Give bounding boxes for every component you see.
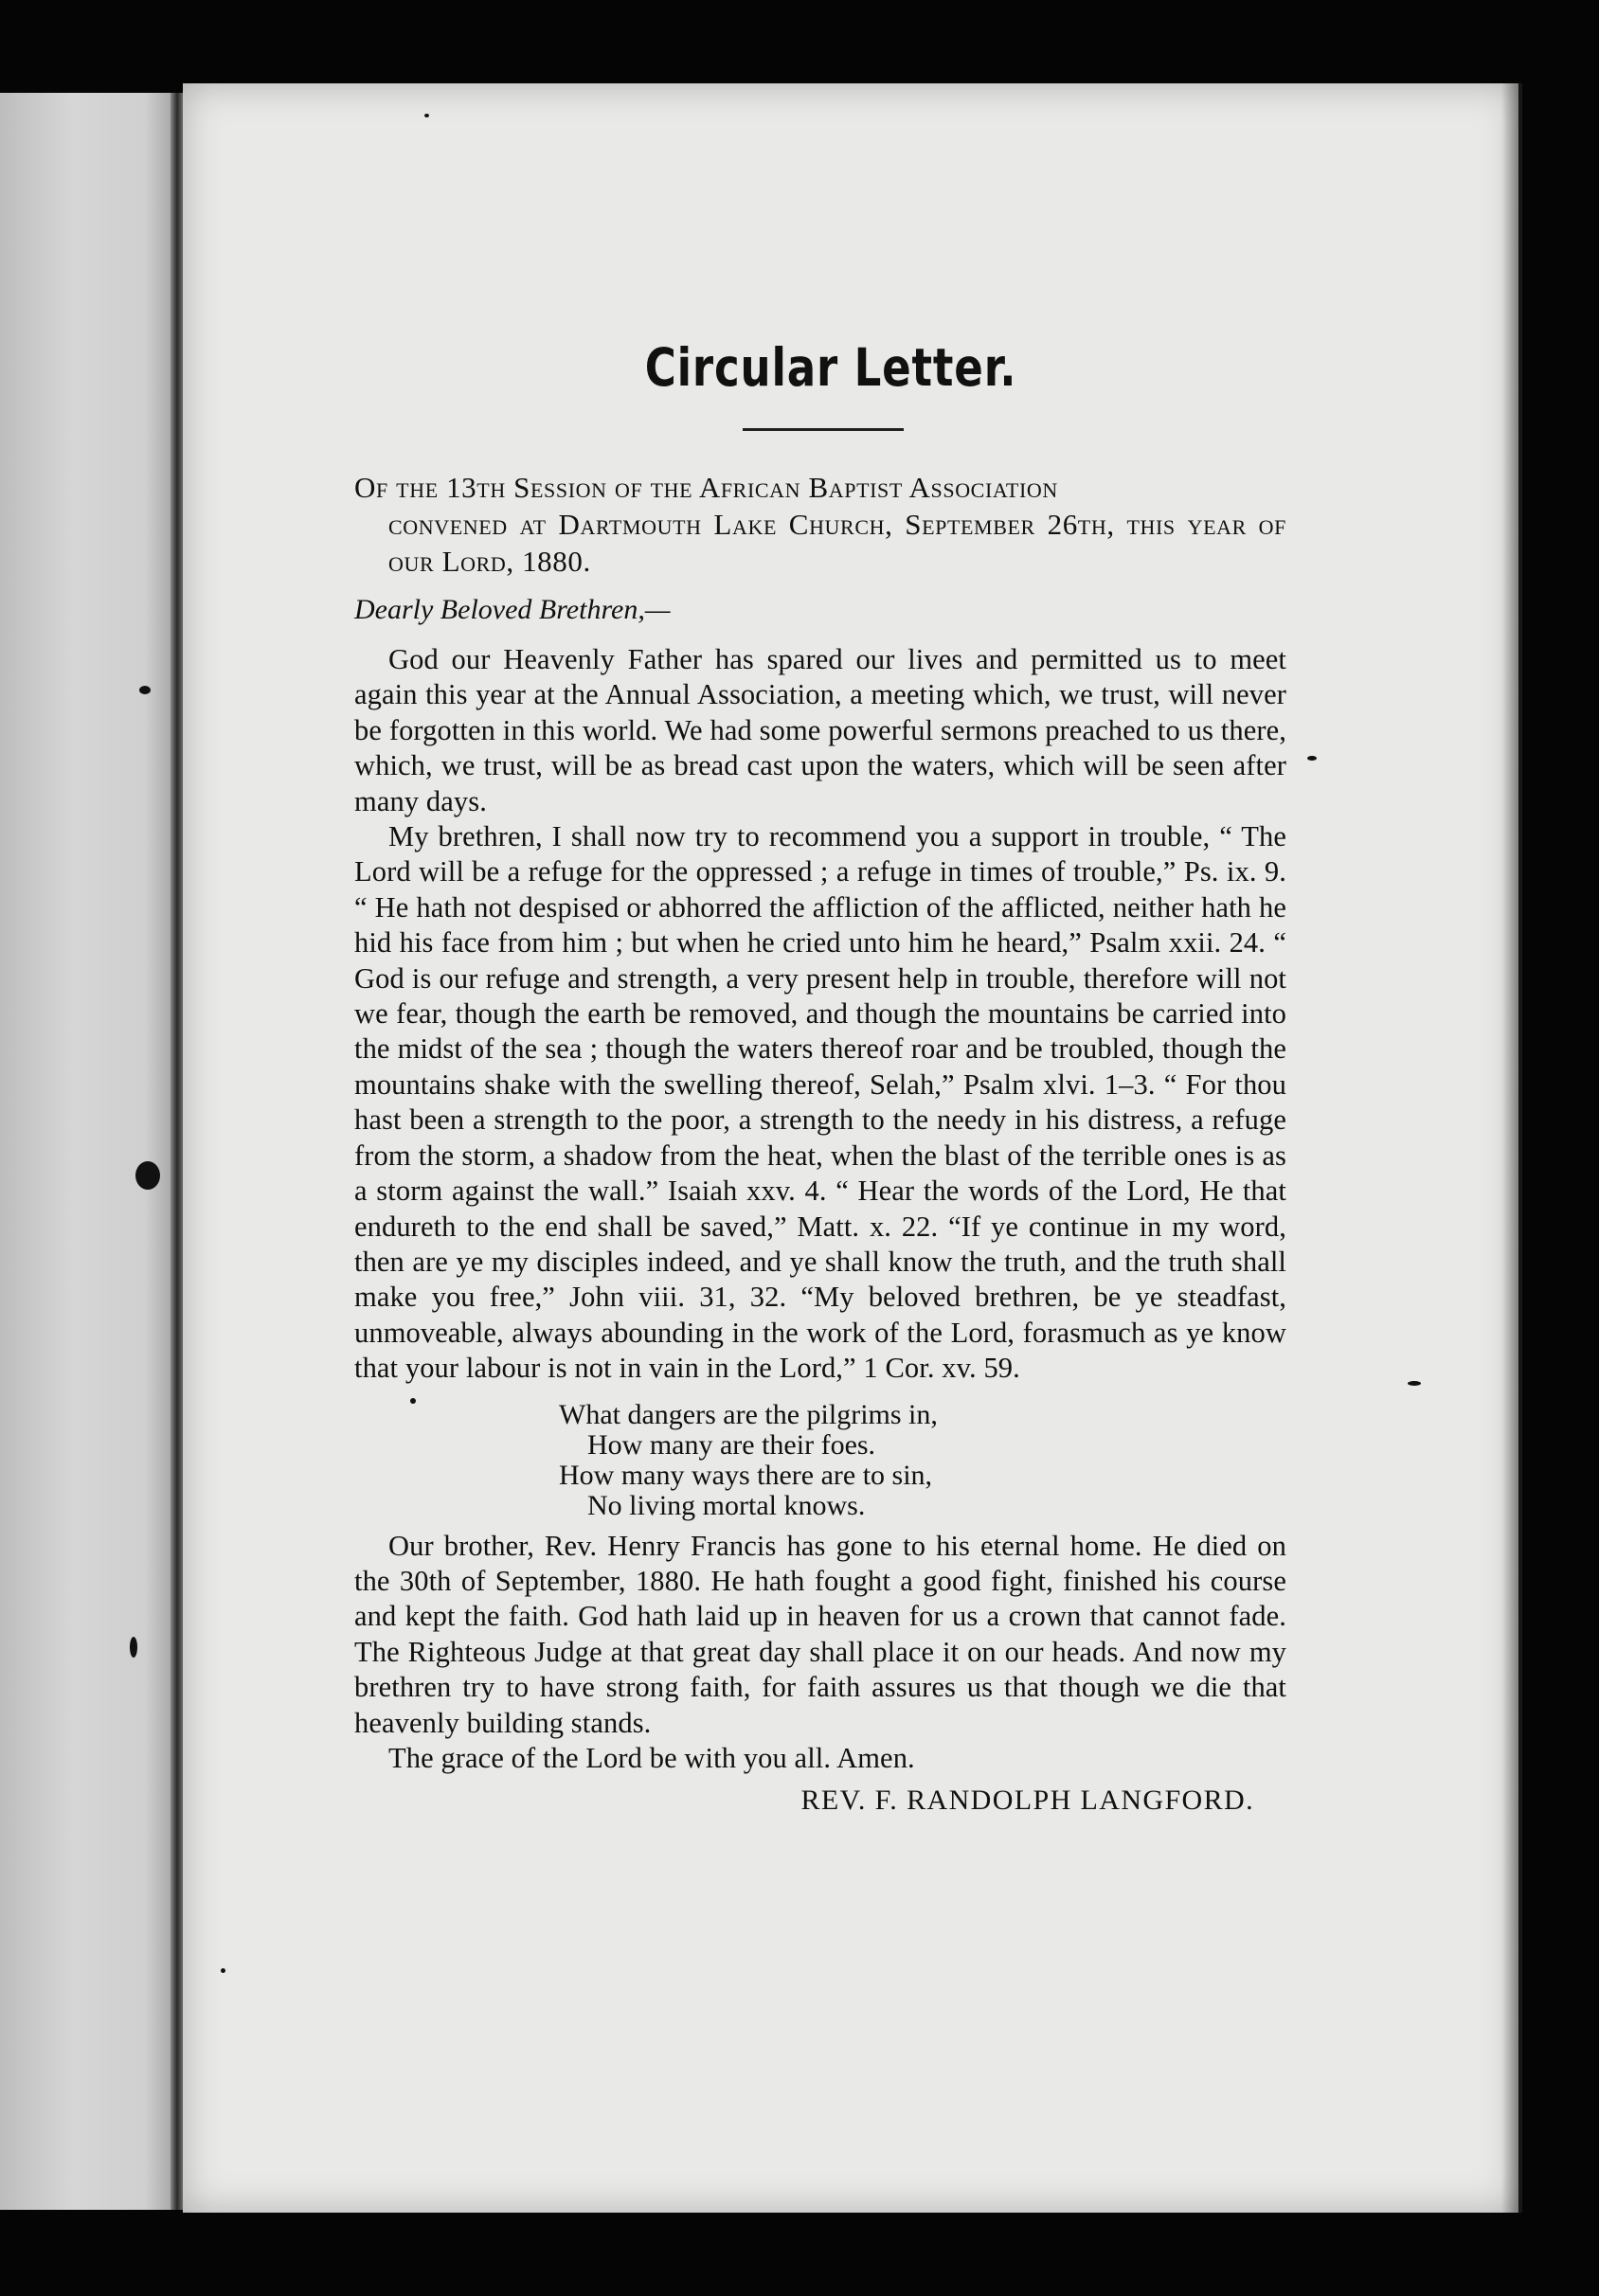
ink-speck — [135, 1161, 160, 1190]
ink-speck — [1408, 1381, 1421, 1386]
verse-line: How many are their foes. — [587, 1428, 876, 1461]
facing-page-edge — [0, 93, 182, 2210]
verse-line: No living mortal knows. — [587, 1489, 866, 1521]
title-rule — [743, 428, 904, 431]
heading-line-rest: convened at Dartmouth Lake Church, September 26th, this year of our Lord, 1880. — [388, 508, 1286, 578]
session-heading — [354, 469, 1286, 580]
ink-speck — [130, 1637, 137, 1658]
paragraph: My brethren, I shall now try to recommend you a support in trouble, “ The Lord will be a refuge for the oppressed ; a refuge in times of trouble,” Ps. ix. 9. “ He hath not despised or abhorred the affliction of the afflicted, neither hath he hid his face from him ; but when he cried unto him he heard,” Psalm xxii. 24. “ God is our refuge and strength, a very present help in trouble, therefore will not we fear, though the earth be removed, and though the mountains be carried into the midst of the sea ; though the waters thereof roar and be troubled, though the mountains shake with the swelling thereof, Selah,” Psalm xlvi. 1–3. “ For thou hast been a strength to the poor, a strength to the needy in his distress, a refuge from the storm, a shadow from the heat, when the blast of the terrible ones is as a storm against the wall.” Isaiah xxv. 4. “ Hear the words of the Lord, He that endureth to the end shall be saved,” Matt. x. 22. “If ye continue in my word, then are ye my disciples indeed, and ye shall know the truth, and the truth shall make you free,” John viii. 31, 32. “My beloved brethren, be ye steadfast, unmoveable, always abounding in the work of the Lord, forasmuch as ye know that your labour is not in vain in the Lord,” 1 Cor. xv. 59. — [354, 820, 1286, 1385]
ink-speck — [139, 686, 151, 694]
paragraph: Our brother, Rev. Henry Francis has gone to his eternal home. He died on the 30th of September, 1880. He hath fought a good fight, finished his course and kept the faith. God hath laid up in heaven for us a crown that cannot fade. The Righteous Judge at that great day shall place it on our heads. And now my brethren try to have strong faith, for faith assures us that though we die that heavenly building stands. — [354, 1529, 1286, 1739]
ink-speck — [424, 114, 429, 117]
verse-line: How many ways there are to sin, — [559, 1459, 933, 1491]
page-title: Circular Letter. — [644, 337, 1017, 398]
ink-speck — [1307, 756, 1317, 761]
ink-speck — [221, 1968, 225, 1973]
verse — [559, 1400, 1286, 1521]
page-right-shadow — [1501, 83, 1522, 2213]
letter-content — [354, 332, 1286, 1820]
page-gutter — [171, 93, 184, 2210]
salutation: Dearly Beloved Brethren,— — [354, 594, 671, 625]
paragraph: God our Heavenly Father has spared our lives and permitted us to meet again this year at the Annual Association, a meeting which, we trust, will never be forgotten in this world. We had some powerful sermons preached to us there, which, we trust, will be as bread cast upon the waters, which will be seen after many days. — [354, 643, 1286, 817]
verse-line: What dangers are the pilgrims in, — [559, 1398, 938, 1430]
signature: REV. F. RANDOLPH LANGFORD. — [800, 1785, 1254, 1817]
heading-line-1: Of the 13th Session of the African Baptist Association — [354, 471, 1058, 504]
paragraph: The grace of the Lord be with you all. Amen. — [388, 1741, 915, 1774]
